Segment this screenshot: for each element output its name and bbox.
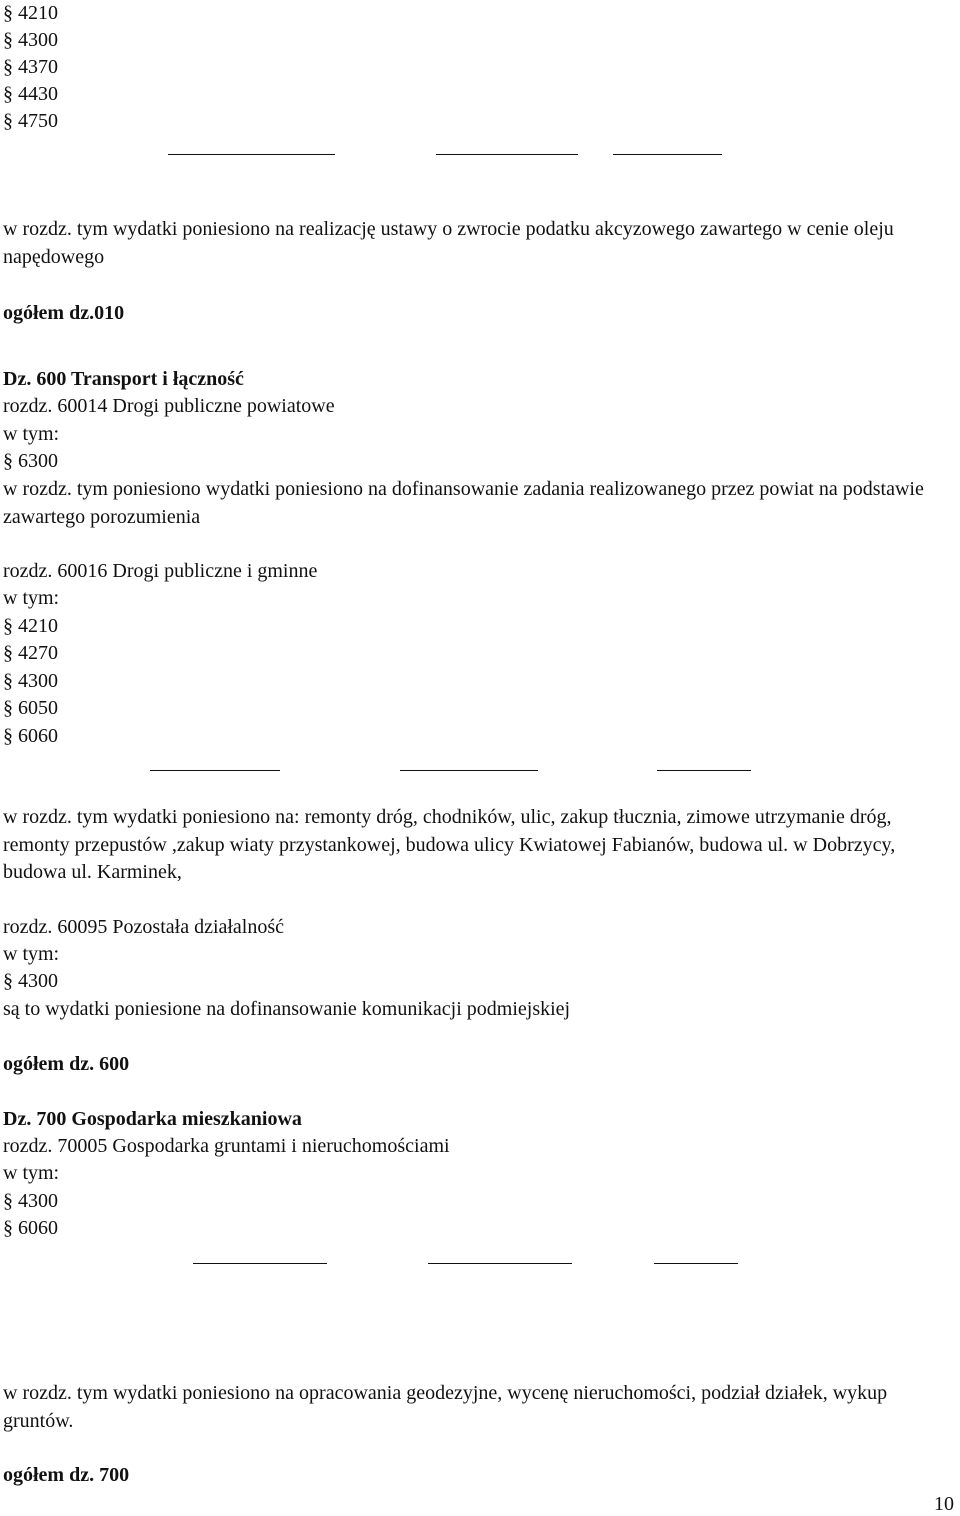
paragraph-code: § 4210 (3, 615, 58, 637)
division-total-label: ogółem dz. 700 (3, 1464, 130, 1486)
explanation-note: w rozdz. tym poniesiono wydatki poniesiono na dofinansowanie zadania realizowanego przez powiat na podstawie zawartego porozumienia (3, 478, 924, 528)
explanation-note: w rozdz. tym wydatki poniesiono na: remonty dróg, chodników, ulic, zakup tłucznia, zimowe utrzymanie dróg, remonty przepustów ,zakup wiaty przystankowej, budowa ulicy Kwiatowej Fabianów, budowa ul. w Dobrzycy, budowa ul. Karminek, (3, 806, 896, 883)
document-page: § 4210 § 4300 § 4370 § 4430 § 4750 w rozdz. tym wydatki poniesiono na realizację ustawy o zwrocie podatku akcyzowego zawartego w cenie oleju napędowego ogółem dz.010 Dz. 600 Transport i łączność rozdz. 60014 Drogi publiczne powiatowe w tym: § 6300 w rozdz. tym poniesiono wydatki poniesiono na dofinansowanie zadania realizowanego przez powiat na podstawie zawartego porozumienia rozdz. 60016 Drogi publiczne i gminne w tym: § 4210 § 4270 § 4300 § 6050 § 6060 w rozdz. tym wydatki poniesiono na: remonty dróg, chodników, ulic, zakup tłucznia, zimowe utrzymanie dróg, remonty przepustów ,zakup wiaty przystankowej, budowa ulicy Kwiatowej Fabianów, budowa ul. w Dobrzycy, budowa ul. Karminek, rozdz. 60095 Pozostała działalność w tym: § 4300 są to wydatki poniesione na dofinansowanie komunikacji podmiejskiej ogółem dz. 600 Dz. 700 Gospodarka mieszkaniowa rozdz. 70005 Gospodarka gruntami i nieruchomościami w tym: § 4300 § 6060 w rozdz. tym wydatki poniesiono na opracowania geodezyjne, wycenę nieruchomości, podział działek, wykup gruntów. ogółem dz. 700 10 (3, 2, 954, 1515)
page-number: 10 (934, 1493, 954, 1515)
sum-rule (193, 1263, 327, 1264)
paragraph-code: § 4300 (3, 1190, 58, 1212)
paragraph-code: § 4430 (3, 83, 58, 105)
sum-rule (150, 770, 280, 771)
explanation-note: w rozdz. tym wydatki poniesiono na opracowania geodezyjne, wycenę nieruchomości, podział działek, wykup gruntów. (3, 1382, 888, 1432)
paragraph-code: § 4270 (3, 642, 58, 664)
sum-rule (168, 154, 335, 155)
explanation-note: w rozdz. tym wydatki poniesiono na realizację ustawy o zwrocie podatku akcyzowego zawartego w cenie oleju napędowego (3, 218, 894, 268)
sum-rule (400, 770, 538, 771)
paragraph-code: § 6050 (3, 697, 58, 719)
sum-rule (613, 154, 722, 155)
paragraph-code: § 4370 (3, 56, 58, 78)
division-total-label: ogółem dz.010 (3, 302, 125, 324)
paragraph-code: § 4300 (3, 670, 58, 692)
paragraph-code: § 4750 (3, 110, 58, 132)
sum-rule (436, 154, 578, 155)
sum-rule (657, 770, 751, 771)
paragraph-code: § 6060 (3, 1217, 58, 1239)
paragraph-code: § 6060 (3, 725, 58, 747)
paragraph-code: § 4210 (3, 2, 58, 24)
sum-rule (654, 1263, 738, 1264)
sum-rule (428, 1263, 572, 1264)
division-total-label: ogółem dz. 600 (3, 1053, 130, 1075)
paragraph-code: § 4300 (3, 970, 58, 992)
paragraph-code: § 4300 (3, 29, 58, 51)
paragraph-code: § 6300 (3, 450, 58, 472)
